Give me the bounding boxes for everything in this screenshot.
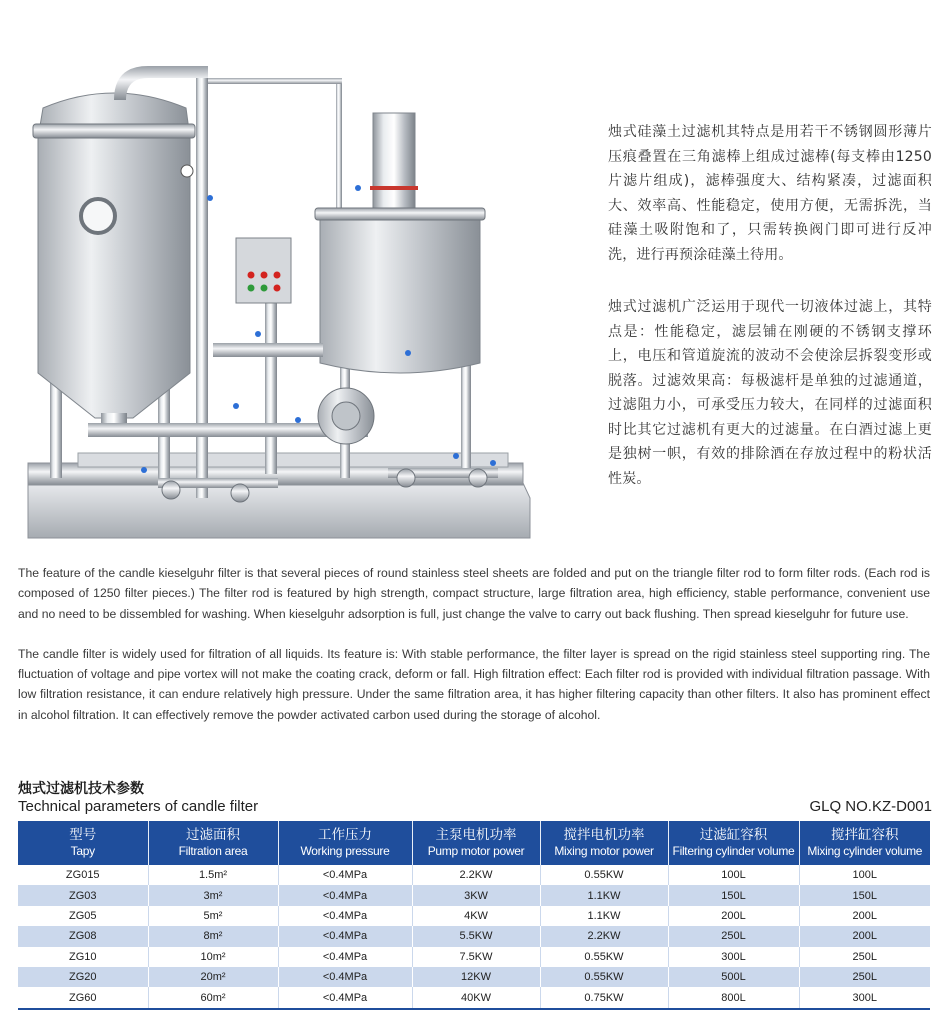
column-header-cn: 过滤缸容积 (699, 827, 768, 842)
table-cell: <0.4MPa (278, 926, 412, 946)
table-cell: 200L (799, 906, 930, 926)
table-row (18, 865, 930, 885)
column-header-en: Tapy (70, 844, 95, 858)
table-cell: 800L (668, 987, 799, 1008)
column-header-cn: 工作压力 (318, 827, 372, 842)
table-cell: 1.1KW (540, 885, 668, 905)
table-cell: 20m² (148, 967, 278, 987)
table-cell: 0.55KW (540, 967, 668, 987)
table-cell: 300L (799, 987, 930, 1008)
table-cell: 2.2KW (540, 926, 668, 946)
table-cell: 5m² (148, 906, 278, 926)
table-cell: 5.5KW (412, 926, 540, 946)
column-header (799, 821, 930, 865)
column-header-en: Working pressure (300, 844, 390, 858)
filter-tank (33, 93, 195, 478)
column-header-cn: 主泵电机功率 (435, 827, 517, 842)
column-header-en: Mixing cylinder volume (807, 844, 923, 858)
table-cell: 2.2KW (412, 865, 540, 885)
technical-parameters-table (18, 821, 930, 1010)
column-header (540, 821, 668, 865)
description-english (18, 563, 930, 745)
table-row (18, 967, 930, 987)
column-header (278, 821, 412, 865)
column-header-cn: 搅拌电机功率 (563, 827, 645, 842)
column-header-en: Filtering cylinder volume (672, 844, 795, 858)
description-en-paragraph-1: The feature of the candle kieselguhr filter is that several pieces of round stainless steel sheets are folded and put on the triangle filter rod to form filter rods. (Each rod is composed of 1250 filter pieces.) The filter rod is featured by high strength, compact structure, large filtration area, high efficiency, stable performance, convenient use and no need to be dissembled for washing. When kieselguhr adsorption is full, just change the valve to carry out back flushing. Then spread kieselguhr for future use. (18, 566, 930, 621)
table-cell: ZG03 (18, 885, 148, 905)
table-cell: 12KW (412, 967, 540, 987)
table-cell: 3KW (412, 885, 540, 905)
table-cell: 250L (799, 967, 930, 987)
table-row (18, 885, 930, 905)
column-header-cn: 型号 (69, 827, 97, 842)
column-header-en: Mixing motor power (554, 844, 654, 858)
table-cell: <0.4MPa (278, 906, 412, 926)
table-row (18, 906, 930, 926)
table-cell: 150L (668, 885, 799, 905)
table-header-row (18, 821, 930, 865)
table-model-number: GLQ NO.KZ-D001 (809, 798, 932, 815)
column-header-en: Pump motor power (427, 844, 525, 858)
table-row (18, 947, 930, 967)
table-cell: 60m² (148, 987, 278, 1008)
table-cell: 300L (668, 947, 799, 967)
description-cn-paragraph-2: 烛式过滤机广泛运用于现代一切液体过滤上，其特点是：性能稳定，滤层铺在刚硬的不锈钢支撑环上，电压和管道旋流的波动不会使涂层拆裂变形或脱落。过滤效果高：每极滤杆是单独的过滤通道，过滤阻力小，可承受压力较大，在同样的过滤面积时比其它过滤机有更大的过滤量。在白酒过滤上更是独树一帜，有效的排除酒在存放过程中的粉状活性炭。 (608, 299, 932, 487)
table-cell: 4KW (412, 906, 540, 926)
table-cell: <0.4MPa (278, 947, 412, 967)
table-cell: ZG10 (18, 947, 148, 967)
description-en-paragraph-2: The candle filter is widely used for filtration of all liquids. Its feature is: With stable performance, the filter layer is spread on the rigid stainless steel supporting ring. The fluctuation of voltage and pipe vortex will not make the coating crack, deform or fall. High filtration effect: Each filter rod is provided with individual filtration passage. With low filtration resistance, it can endure relatively high pressure. Under the same filtration area, it has higher filtering capacity than other filters. It also has prominent effect in alcohol filtration. It can effectively remove the powder activated carbon used during the storage of alcohol. (18, 646, 930, 722)
table-cell: ZG05 (18, 906, 148, 926)
table-cell: 150L (799, 885, 930, 905)
table-title-cn: 烛式过滤机技术参数 (18, 781, 144, 797)
table-cell: 200L (668, 906, 799, 926)
table-cell: ZG20 (18, 967, 148, 987)
table-cell: 250L (668, 926, 799, 946)
column-header-cn: 过滤面积 (186, 827, 240, 842)
column-header-en: Filtration area (178, 844, 248, 858)
column-header-cn: 搅拌缸容积 (831, 827, 899, 842)
table-cell: <0.4MPa (278, 967, 412, 987)
table-cell: <0.4MPa (278, 865, 412, 885)
table-cell: 3m² (148, 885, 278, 905)
table-cell: 7.5KW (412, 947, 540, 967)
column-header (668, 821, 799, 865)
table-cell: ZG60 (18, 987, 148, 1008)
table-cell: 1.1KW (540, 906, 668, 926)
table-cell: ZG08 (18, 926, 148, 946)
table-cell: 8m² (148, 926, 278, 946)
table-cell: 0.55KW (540, 865, 668, 885)
table-title-en: Technical parameters of candle filter (18, 798, 259, 815)
table-cell: 100L (799, 865, 930, 885)
table-cell: 250L (799, 947, 930, 967)
column-header (148, 821, 278, 865)
table-cell: 1.5m² (148, 865, 278, 885)
base-frame (28, 453, 530, 538)
table-cell: 200L (799, 926, 930, 946)
table-cell: 40KW (412, 987, 540, 1008)
table-cell: 0.55KW (540, 947, 668, 967)
table-cell: 100L (668, 865, 799, 885)
table-row (18, 926, 930, 946)
column-header (412, 821, 540, 865)
column-header (18, 821, 148, 865)
description-chinese (608, 120, 932, 519)
table-cell: ZG015 (18, 865, 148, 885)
table-row (18, 987, 930, 1008)
candle-filter-machine-image (18, 38, 548, 543)
table-cell: <0.4MPa (278, 885, 412, 905)
description-cn-paragraph-1: 烛式硅藻土过滤机其特点是用若干不锈钢圆形薄片压痕叠置在三角滤棒上组成过滤棒(每支棒由1250片滤片组成)，滤棒强度大、结构紧凑，过滤面积大、效率高、性能稳定，使用方便，无需拆洗，当硅藻土吸附饱和了，只需转换阀门即可进行反冲洗，进行再预涂硅藻土待用。 (608, 124, 932, 263)
table-cell: 0.75KW (540, 987, 668, 1008)
table-cell: 10m² (148, 947, 278, 967)
table-cell: <0.4MPa (278, 987, 412, 1008)
table-cell: 500L (668, 967, 799, 987)
